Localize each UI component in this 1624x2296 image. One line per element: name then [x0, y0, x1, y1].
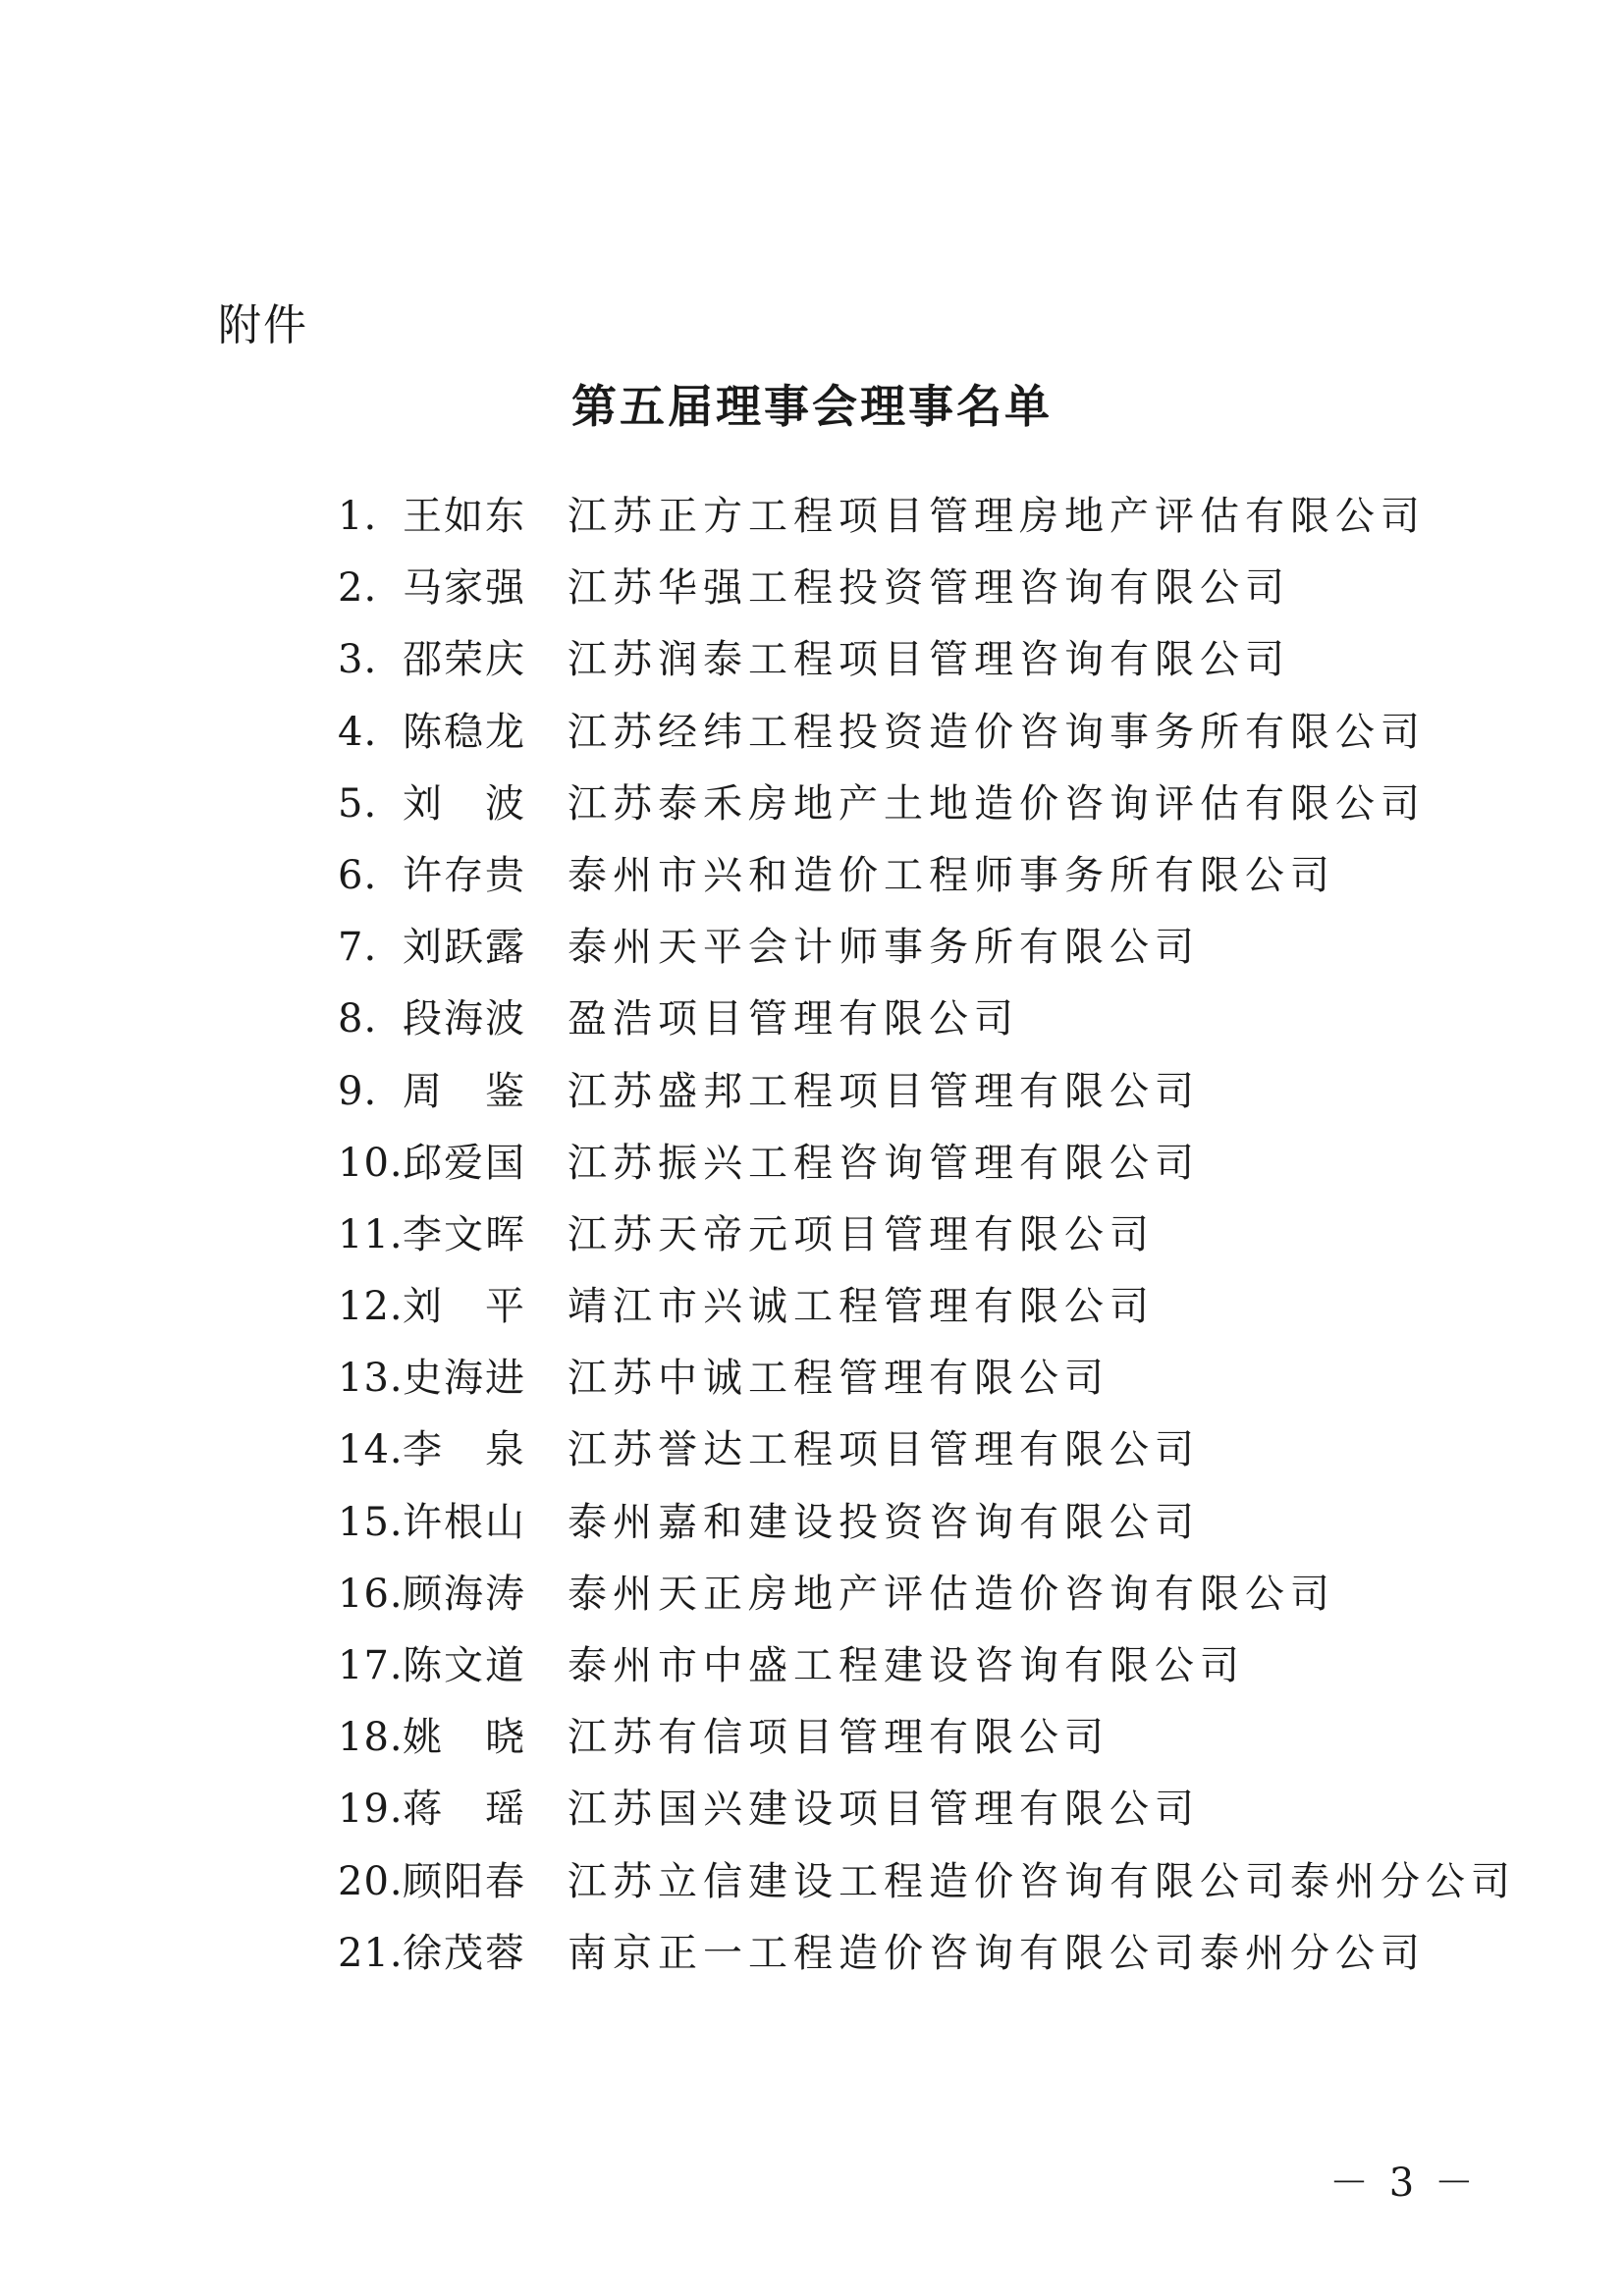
member-name: 陈文道 [403, 1643, 524, 1688]
item-number: 20. [338, 1858, 404, 1904]
list-item [0, 1708, 1624, 1780]
member-organization: 江苏有信项目管理有限公司 [568, 1715, 1110, 1761]
item-number: 9. [338, 1068, 378, 1114]
member-organization: 泰州天平会计师事务所有限公司 [568, 925, 1200, 971]
item-number: 4. [338, 709, 378, 755]
item-number: 21. [338, 1930, 404, 1976]
member-name: 周鉴 [403, 1068, 524, 1114]
item-number: 5. [338, 780, 378, 827]
list-item [0, 487, 1624, 559]
member-organization: 江苏天帝元项目管理有限公司 [568, 1211, 1155, 1257]
list-item [0, 1134, 1624, 1205]
document-title: 第五届理事会理事名单 [571, 380, 1053, 433]
member-organization: 江苏誉达工程项目管理有限公司 [568, 1427, 1200, 1473]
list-item [0, 1420, 1624, 1492]
member-name: 邵荣庆 [403, 637, 524, 683]
member-name: 刘平 [403, 1284, 524, 1330]
item-number: 3. [338, 637, 378, 683]
member-organization: 江苏国兴建设项目管理有限公司 [568, 1787, 1200, 1833]
item-number: 14. [338, 1427, 404, 1473]
page-number: － 3 － [1329, 2161, 1478, 2206]
item-number: 13. [338, 1356, 404, 1402]
item-number: 10. [338, 1140, 404, 1186]
member-name: 顾海涛 [403, 1571, 524, 1617]
item-number: 7. [338, 925, 378, 971]
item-number: 11. [338, 1211, 404, 1257]
item-number: 12. [338, 1284, 404, 1330]
member-organization: 江苏中诚工程管理有限公司 [568, 1356, 1110, 1402]
member-organization: 江苏润泰工程项目管理咨询有限公司 [568, 637, 1290, 683]
item-number: 15. [338, 1499, 404, 1545]
attachment-label: 附件 [218, 300, 308, 350]
member-name: 王如东 [403, 494, 524, 539]
list-item [0, 703, 1624, 774]
member-name: 马家强 [403, 565, 524, 612]
member-list [0, 487, 1624, 1996]
member-organization: 泰州嘉和建设投资咨询有限公司 [568, 1499, 1200, 1545]
member-organization: 江苏盛邦工程项目管理有限公司 [568, 1068, 1200, 1114]
member-name: 蒋瑶 [403, 1787, 524, 1833]
list-item [0, 1062, 1624, 1134]
member-organization: 泰州市中盛工程建设咨询有限公司 [568, 1643, 1245, 1688]
member-name: 李文晖 [403, 1211, 524, 1257]
item-number: 6. [338, 852, 378, 898]
member-name: 姚晓 [403, 1715, 524, 1761]
member-name: 陈稳龙 [403, 709, 524, 755]
member-name: 许存贵 [403, 852, 524, 898]
member-organization: 江苏振兴工程咨询管理有限公司 [568, 1140, 1200, 1186]
member-name: 李泉 [403, 1427, 524, 1473]
member-name: 刘波 [403, 780, 524, 827]
list-item [0, 846, 1624, 918]
item-number: 19. [338, 1787, 404, 1833]
member-organization: 江苏华强工程投资管理咨询有限公司 [568, 565, 1290, 612]
member-name: 许根山 [403, 1499, 524, 1545]
member-organization: 江苏泰禾房地产土地造价咨询评估有限公司 [568, 780, 1426, 827]
list-item [0, 1493, 1624, 1565]
list-item [0, 1636, 1624, 1708]
list-item [0, 1780, 1624, 1851]
member-name: 顾阳春 [403, 1858, 524, 1904]
item-number: 16. [338, 1571, 404, 1617]
list-item [0, 1852, 1624, 1924]
list-item [0, 774, 1624, 846]
member-organization: 泰州市兴和造价工程师事务所有限公司 [568, 852, 1335, 898]
list-item [0, 918, 1624, 989]
member-organization: 泰州天正房地产评估造价咨询有限公司 [568, 1571, 1335, 1617]
list-item [0, 559, 1624, 630]
list-item [0, 1349, 1624, 1420]
list-item [0, 630, 1624, 702]
list-item [0, 1205, 1624, 1277]
member-name: 刘跃露 [403, 925, 524, 971]
member-name: 邱爱国 [403, 1140, 524, 1186]
member-organization: 江苏立信建设工程造价咨询有限公司泰州分公司 [568, 1858, 1516, 1904]
list-item [0, 1565, 1624, 1636]
member-name: 段海波 [403, 996, 524, 1042]
list-item [0, 1924, 1624, 1996]
member-organization: 江苏经纬工程投资造价咨询事务所有限公司 [568, 709, 1426, 755]
item-number: 17. [338, 1643, 404, 1688]
list-item [0, 1277, 1624, 1349]
member-organization: 盈浩项目管理有限公司 [568, 996, 1019, 1042]
item-number: 1. [338, 494, 378, 539]
member-organization: 南京正一工程造价咨询有限公司泰州分公司 [568, 1930, 1426, 1976]
member-organization: 江苏正方工程项目管理房地产评估有限公司 [568, 494, 1426, 539]
item-number: 18. [338, 1715, 404, 1761]
item-number: 8. [338, 996, 378, 1042]
item-number: 2. [338, 565, 378, 612]
member-name: 徐茂蓉 [403, 1930, 524, 1976]
list-item [0, 989, 1624, 1061]
member-name: 史海进 [403, 1356, 524, 1402]
member-organization: 靖江市兴诚工程管理有限公司 [568, 1284, 1155, 1330]
